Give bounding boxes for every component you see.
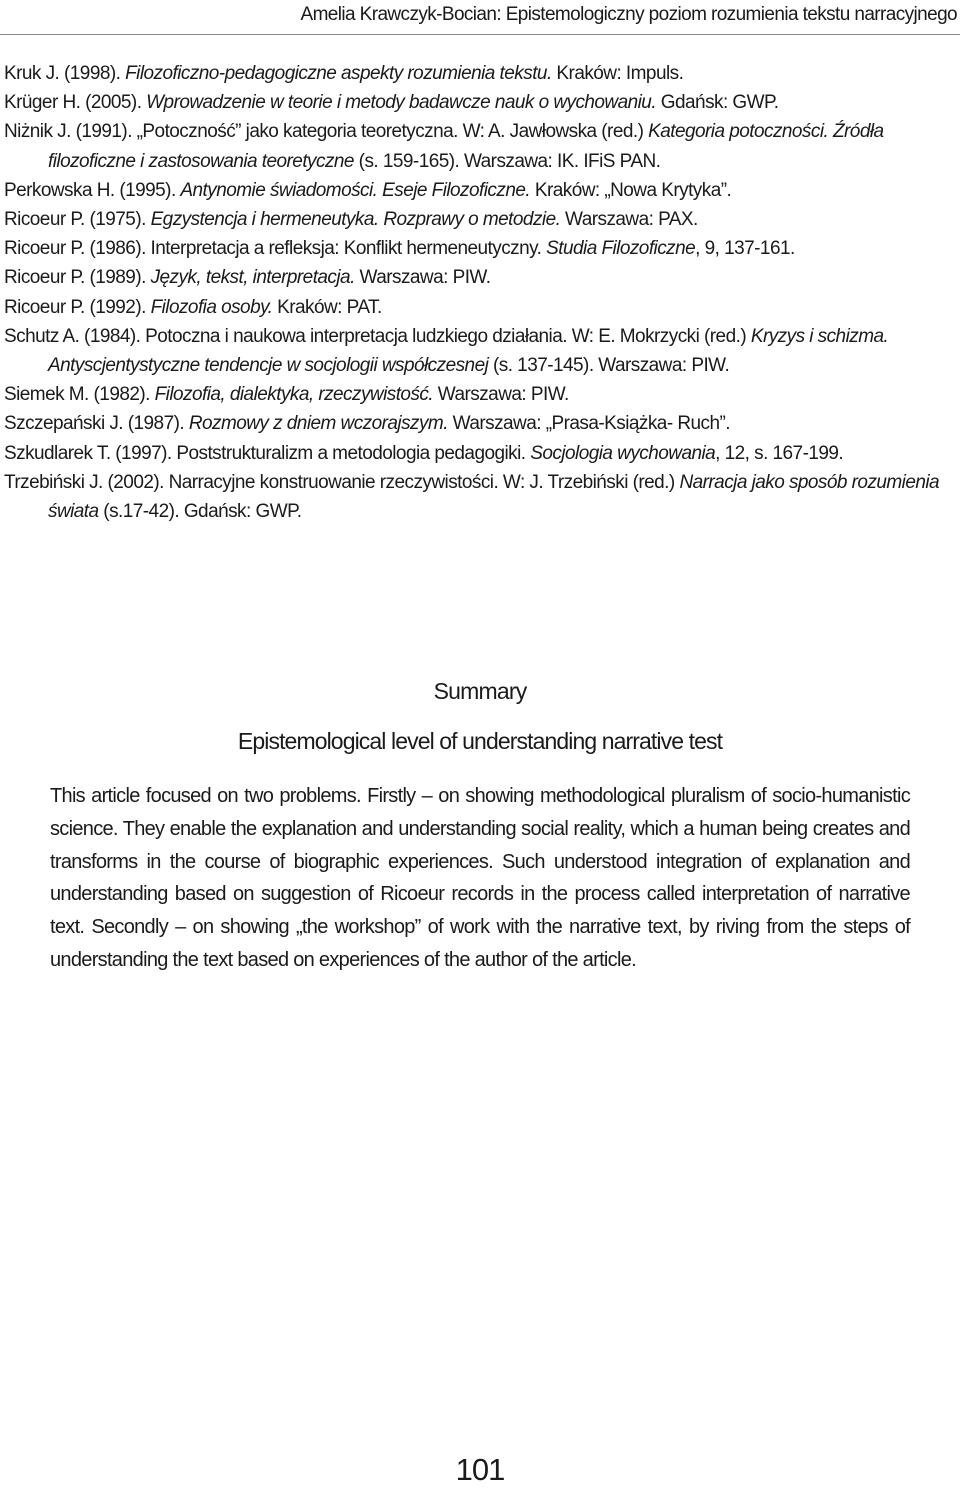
- reference-tail: Warszawa: „Prasa-Książka- Ruch”.: [447, 413, 730, 435]
- reference-lead: Perkowska H. (1995).: [4, 179, 181, 201]
- reference-lead: Niżnik J. (1991). „Potoczność” jako kategoria teoretyczna. W: A. Jawłowska (red.): [4, 121, 649, 143]
- reference-title: Egzystencja i hermeneutyka. Rozprawy o metodzie.: [150, 209, 561, 231]
- reference-lead: Ricoeur P. (1986). Interpretacja a refleksja: Konflikt hermeneutyczny.: [4, 238, 547, 260]
- reference-title: Narracja jako sposób rozumienia świata: [48, 471, 940, 523]
- reference-lead: Schutz A. (1984). Potoczna i naukowa interpretacja ludzkiego działania. W: E. Mokrzycki (red.): [4, 325, 751, 347]
- reference-lead: Ricoeur P. (1992).: [4, 296, 151, 318]
- reference-lead: Trzebiński J. (2002). Narracyjne konstruowanie rzeczywistości. W: J. Trzebiński (red.): [4, 471, 680, 493]
- reference-lead: Ricoeur P. (1975).: [4, 209, 151, 231]
- reference-tail: Kraków: „Nowa Krytyka”.: [530, 179, 732, 201]
- reference-lead: Kruk J. (1998).: [4, 63, 126, 84]
- reference-title: Socjologia wychowania: [530, 442, 716, 464]
- reference-entry: [4, 409, 956, 438]
- reference-lead: Ricoeur P. (1989).: [4, 267, 151, 289]
- article-title: Epistemological level of understanding narrative test: [237, 728, 723, 754]
- reference-lead: Szczepański J. (1987).: [4, 413, 189, 435]
- reference-entry: [4, 468, 956, 526]
- reference-lead: Krüger H. (2005).: [4, 92, 147, 114]
- reference-tail: Warszawa: PIW.: [354, 267, 491, 289]
- reference-tail: (s. 159-165). Warszawa: IK. IFiS PAN.: [353, 150, 661, 172]
- reference-entry: [4, 117, 956, 175]
- bibliography: [4, 59, 956, 526]
- reference-tail: (s. 137-145). Warszawa: PIW.: [488, 355, 730, 377]
- summary-heading: Summary: [433, 678, 527, 704]
- reference-lead: Siemek M. (1982).: [4, 384, 155, 406]
- reference-entry: [4, 176, 956, 205]
- reference-title: Antynomie świadomości. Eseje Filozoficzne.: [180, 179, 531, 201]
- reference-tail: Gdańsk: GWP.: [656, 92, 779, 114]
- reference-title: Filozofia osoby.: [150, 296, 273, 318]
- reference-tail: (s.17-42). Gdańsk: GWP.: [98, 501, 302, 523]
- reference-tail: Warszawa: PIW.: [433, 384, 569, 406]
- header-divider: [0, 34, 960, 35]
- reference-tail: Kraków: PAT.: [272, 296, 382, 318]
- reference-entry: [4, 380, 956, 409]
- page-number: 101: [455, 1452, 505, 1487]
- reference-tail: , 12, s. 167-199.: [715, 442, 844, 464]
- reference-lead: Szkudlarek T. (1997). Poststrukturalizm a metodologia pedagogiki.: [4, 442, 531, 464]
- reference-entry: [4, 439, 956, 468]
- reference-tail: Warszawa: PAX.: [560, 209, 698, 231]
- reference-entry: [4, 263, 956, 292]
- reference-entry: [4, 59, 956, 88]
- reference-entry: [4, 234, 956, 263]
- reference-title: Kategoria potoczności. Źródła filozoficzne i zastosowania teoretyczne: [48, 121, 884, 172]
- reference-title: Filozoficzno-pedagogiczne aspekty rozumienia tekstu.: [125, 63, 552, 84]
- reference-title: Język, tekst, interpretacja.: [150, 267, 355, 289]
- reference-tail: , 9, 137-161.: [695, 238, 795, 260]
- reference-title: Filozofia, dialektyka, rzeczywistość.: [154, 384, 434, 406]
- reference-entry: [4, 293, 956, 322]
- reference-tail: Kraków: Impuls.: [551, 63, 684, 84]
- reference-entry: [4, 322, 956, 380]
- reference-title: Kryzys i schizma. Antyscjentystyczne tendencje w socjologii współczesnej: [48, 325, 889, 377]
- running-header: Amelia Krawczyk-Bocian: Epistemologiczny poziom rozumienia tekstu narracyjnego: [300, 4, 957, 25]
- reference-title: Rozmowy z dniem wczorajszym.: [188, 413, 448, 435]
- reference-title: Wprowadzenie w teorie i metody badawcze nauk o wychowaniu.: [146, 92, 657, 114]
- reference-entry: [4, 88, 956, 117]
- reference-entry: [4, 205, 956, 234]
- abstract-text: This article focused on two problems. Firstly – on showing methodological pluralism of socio-humanistic science. They enable the explanation and understanding social reality, which a human being creates and transforms in the course of biographic experiences. Such understood integration of explanation and understanding based on suggestion of Ricoeur records in the process called interpretation of narrative text. Secondly – on showing „the workshop” of work with the narrative text, by riving from the steps of understanding the text based on experiences of the author of the article.: [50, 785, 910, 971]
- reference-title: Studia Filozoficzne: [546, 238, 696, 260]
